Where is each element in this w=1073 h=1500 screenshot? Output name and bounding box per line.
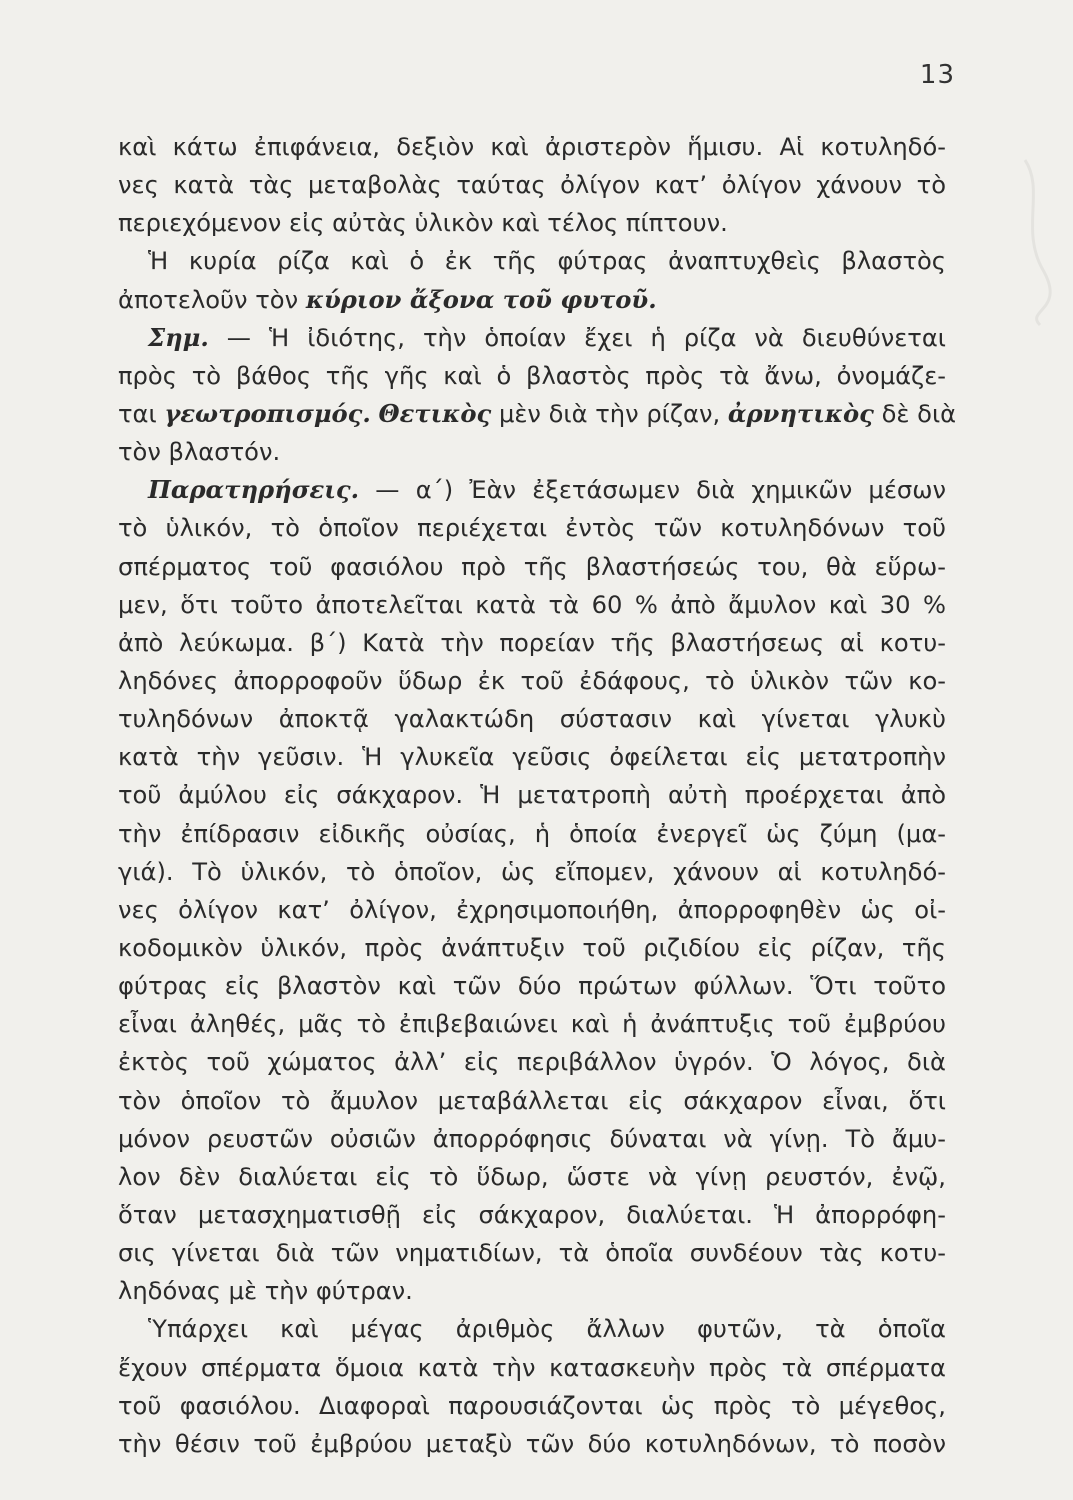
text-line-28: λον δὲν διαλύεται εἰς τὸ ὕδωρ, ὥστε νὰ γίνῃ ρευστόν, ἐνῷ, [118, 1162, 946, 1191]
text-line-1: καὶ κάτω ἐπιφάνεια, δεξιὸν καὶ ἀριστερὸν ἥμισυ. Αἱ κοτυληδό- [118, 133, 946, 161]
text-segment: μὲν διὰ τὴν ρίζαν, [491, 399, 728, 428]
text-line-4: Ἡ κυρία ρίζα καὶ ὁ ἐκ τῆς φύτρας ἀναπτυχθεὶς βλαστὸς [148, 247, 946, 276]
text-line-15: ληδόνες ἀπορροφοῦν ὕδωρ ἐκ τοῦ ἐδάφους, τὸ ὑλικὸν τῶν κο- [118, 666, 946, 695]
page-number: 13 [919, 60, 955, 90]
text-line-19: τὴν ἐπίδρασιν εἰδικῆς οὐσίας, ἡ ὁποία ἐνεργεῖ ὡς ζύμη (μα- [118, 819, 946, 848]
emphasized-term: γεωτροπισμός. [164, 398, 371, 428]
text-line-9: τὸν βλαστόν. [118, 438, 281, 467]
text-line-11: τὸ ὑλικόν, τὸ ὁποῖον περιέχεται ἐντὸς τῶν κοτυληδόνων τοῦ [118, 514, 946, 543]
text-line-34: τοῦ φασιόλου. Διαφοραὶ παρουσιάζονται ὡς πρὸς τὸ μέγεθος, [118, 1391, 946, 1420]
text-line-2: νες κατὰ τὰς μεταβολὰς ταύτας ὀλίγον κατ’ ὀλίγον χάνουν τὸ [118, 171, 946, 200]
text-line-16: τυληδόνων ἀποκτᾷ γαλακτώδη σύστασιν καὶ γίνεται γλυκὺ [118, 705, 946, 734]
emphasized-term: κύριον ἄξονα τοῦ φυτοῦ. [305, 284, 657, 314]
note-heading: Σημ. [148, 322, 209, 352]
text-line-30: σις γίνεται διὰ τῶν νηματιδίων, τὰ ὁποῖα συνδέουν τὰς κοτυ- [118, 1239, 946, 1268]
text-line-10 [118, 471, 946, 509]
text-line-6 [118, 319, 946, 357]
emphasized-term: ἀρνητικὸς [727, 398, 874, 428]
text-line-12: σπέρματος τοῦ φασιόλου πρὸ τῆς βλαστήσεώς του, θὰ εὕρω- [118, 552, 946, 581]
text-line-32: Ὑπάρχει καὶ μέγας ἀριθμὸς ἄλλων φυτῶν, τὰ ὁποῖα [148, 1315, 946, 1344]
text-line-8 [118, 395, 957, 433]
text-line-3: περιεχόμενον εἰς αὐτὰς ὑλικὸν καὶ τέλος πίπτουν. [118, 209, 728, 238]
text-line-17: κατὰ τὴν γεῦσιν. Ἡ γλυκεῖα γεῦσις ὀφείλεται εἰς μετατροπὴν [118, 743, 946, 772]
text-segment: δὲ διὰ [873, 399, 957, 428]
text-segment [371, 400, 379, 428]
text-line-31: ληδόνας μὲ τὴν φύτραν. [118, 1277, 413, 1306]
observations-heading: Παρατηρήσεις. [148, 475, 360, 505]
text-segment: — α΄) Ἐὰν ἐξετάσωμεν διὰ χημικῶν μέσων [359, 476, 946, 505]
text-line-26: τὸν ὁποῖον τὸ ἄμυλον μεταβάλλεται εἰς σάκχαρον εἶναι, ὅτι [118, 1086, 946, 1115]
text-line-23: φύτρας εἰς βλαστὸν καὶ τῶν δύο πρώτων φύλλων. Ὅτι τοῦτο [118, 972, 946, 1001]
text-line-21: νες ὀλίγον κατ’ ὀλίγον, ἐχρησιμοποιήθη, ἀπορροφηθὲν ὡς οἰ- [118, 895, 946, 924]
text-line-27: μόνον ρευστῶν οὐσιῶν ἀπορρόφησις δύναται νὰ γίνῃ. Τὸ ἄμυ- [118, 1124, 946, 1153]
text-segment: — Ἡ ἰδιότης, τὴν ὁποίαν ἔχει ἡ ρίζα νὰ διευθύνεται [208, 323, 946, 352]
emphasized-term: Θετικὸς [378, 398, 492, 428]
text-line-33: ἔχουν σπέρματα ὅμοια κατὰ τὴν κατασκευὴν πρὸς τὰ σπέρματα [118, 1353, 946, 1382]
text-line-7: πρὸς τὸ βάθος τῆς γῆς καὶ ὁ βλαστὸς πρὸς τὰ ἄνω, ὀνομάζε- [118, 361, 946, 390]
text-line-13: μεν, ὅτι τοῦτο ἀποτελεῖται κατὰ τὰ 60 % ἀπὸ ἄμυλον καὶ 30 % [118, 590, 946, 619]
text-segment: ται [118, 399, 165, 428]
text-line-35: τὴν θέσιν τοῦ ἐμβρύου μεταξὺ τῶν δύο κοτυληδόνων, τὸ ποσὸν [118, 1429, 946, 1458]
text-line-14: ἀπὸ λεύκωμα. β΄) Κατὰ τὴν πορείαν τῆς βλαστήσεως αἱ κοτυ- [118, 628, 946, 657]
text-line-5 [118, 281, 946, 319]
text-line-29: ὅταν μετασχηματισθῇ εἰς σάκχαρον, διαλύεται. Ἡ ἀπορρόφη- [118, 1200, 946, 1229]
text-line-18: τοῦ ἀμύλου εἰς σάκχαρον. Ἡ μετατροπὴ αὐτὴ προέρχεται ἀπὸ [118, 781, 946, 810]
show-through-marks [1015, 150, 1055, 330]
text-line-22: κοδομικὸν ὑλικόν, πρὸς ἀνάπτυξιν τοῦ ριζιδίου εἰς ρίζαν, τῆς [118, 933, 946, 962]
body-text [118, 128, 957, 1463]
text-segment: ἀποτελοῦν τὸν [118, 285, 306, 314]
text-line-25: ἐκτὸς τοῦ χώματος ἀλλ’ εἰς περιβάλλον ὑγρόν. Ὁ λόγος, διὰ [118, 1048, 946, 1077]
text-line-24: εἶναι ἀληθές, μᾶς τὸ ἐπιβεβαιώνει καὶ ἡ ἀνάπτυξις τοῦ ἐμβρύου [118, 1010, 946, 1039]
text-line-20: γιά). Τὸ ὑλικόν, τὸ ὁποῖον, ὡς εἴπομεν, χάνουν αἱ κοτυληδό- [118, 857, 946, 886]
